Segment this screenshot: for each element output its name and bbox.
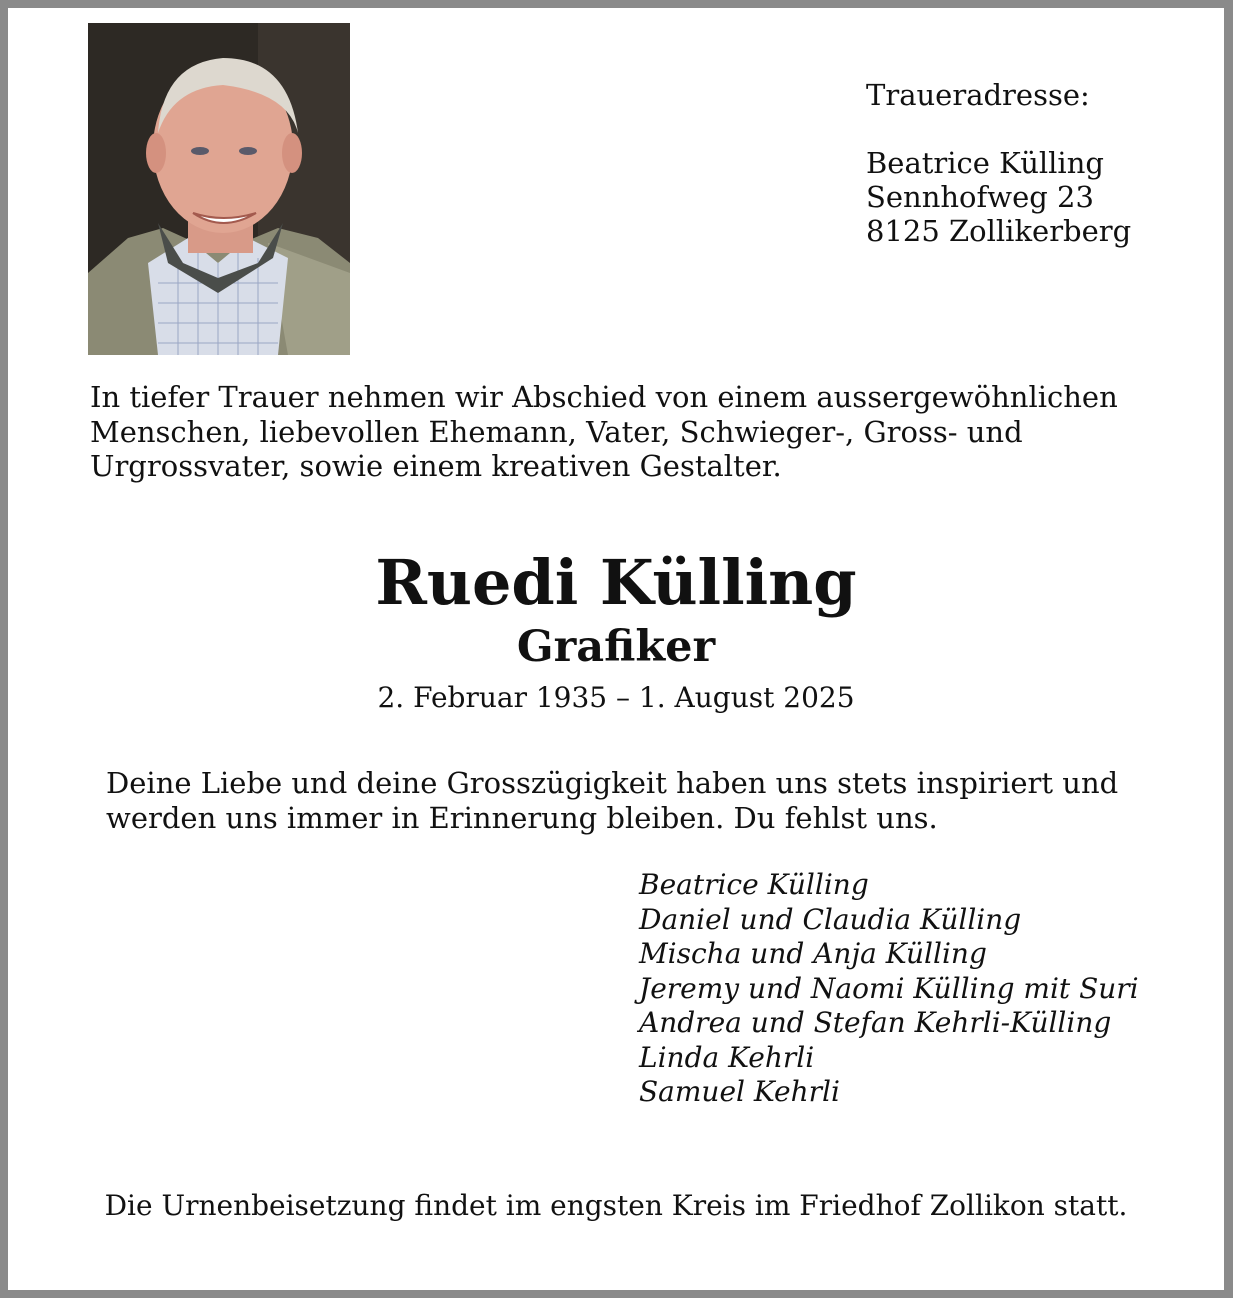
mourner: Jeremy und Naomi Külling mit Suri: [639, 971, 1139, 1005]
intro-text: [90, 380, 1118, 484]
intro-line: Urgrossvater, sowie einem kreativen Gestalter.: [90, 449, 782, 483]
address-street: Sennhofweg 23: [866, 180, 1094, 214]
farewell-message: [106, 766, 1118, 835]
address-name: Beatrice Külling: [866, 146, 1104, 180]
message-line: werden uns immer in Erinnerung bleiben. Du fehlst uns.: [106, 800, 938, 835]
mourners-list: [639, 868, 1139, 1110]
mourner: Mischa und Anja Külling: [639, 937, 987, 970]
obituary-page: [8, 8, 1224, 1290]
mourner: Daniel und Claudia Külling: [639, 902, 1022, 936]
mourner: Beatrice Külling: [639, 868, 869, 901]
address-heading: Traueradresse:: [866, 78, 1090, 112]
mourner: Andrea und Stefan Kehrli-Külling: [639, 1006, 1112, 1039]
address-city: 8125 Zollikerberg: [866, 214, 1132, 248]
mourner: Samuel Kehrli: [639, 1075, 840, 1108]
portrait-photo: [88, 23, 350, 355]
intro-line: In tiefer Trauer nehmen wir Abschied von einem aussergewöhnlichen: [90, 380, 1118, 414]
intro-line: Menschen, liebevollen Ehemann, Vater, Schwieger-, Gross- und: [90, 414, 1023, 449]
burial-notice: Die Urnenbeisetzung findet im engsten Kreis im Friedhof Zollikon statt.: [104, 1189, 1128, 1222]
mourning-address: [866, 78, 1131, 248]
mourner: Linda Kehrli: [639, 1040, 815, 1074]
deceased-name: Ruedi Külling: [375, 546, 857, 619]
life-dates: 2. Februar 1935 – 1. August 2025: [377, 681, 855, 714]
message-line: Deine Liebe und deine Grosszügigkeit haben uns stets inspiriert und: [106, 766, 1119, 800]
deceased-profession: Grafiker: [516, 622, 716, 672]
